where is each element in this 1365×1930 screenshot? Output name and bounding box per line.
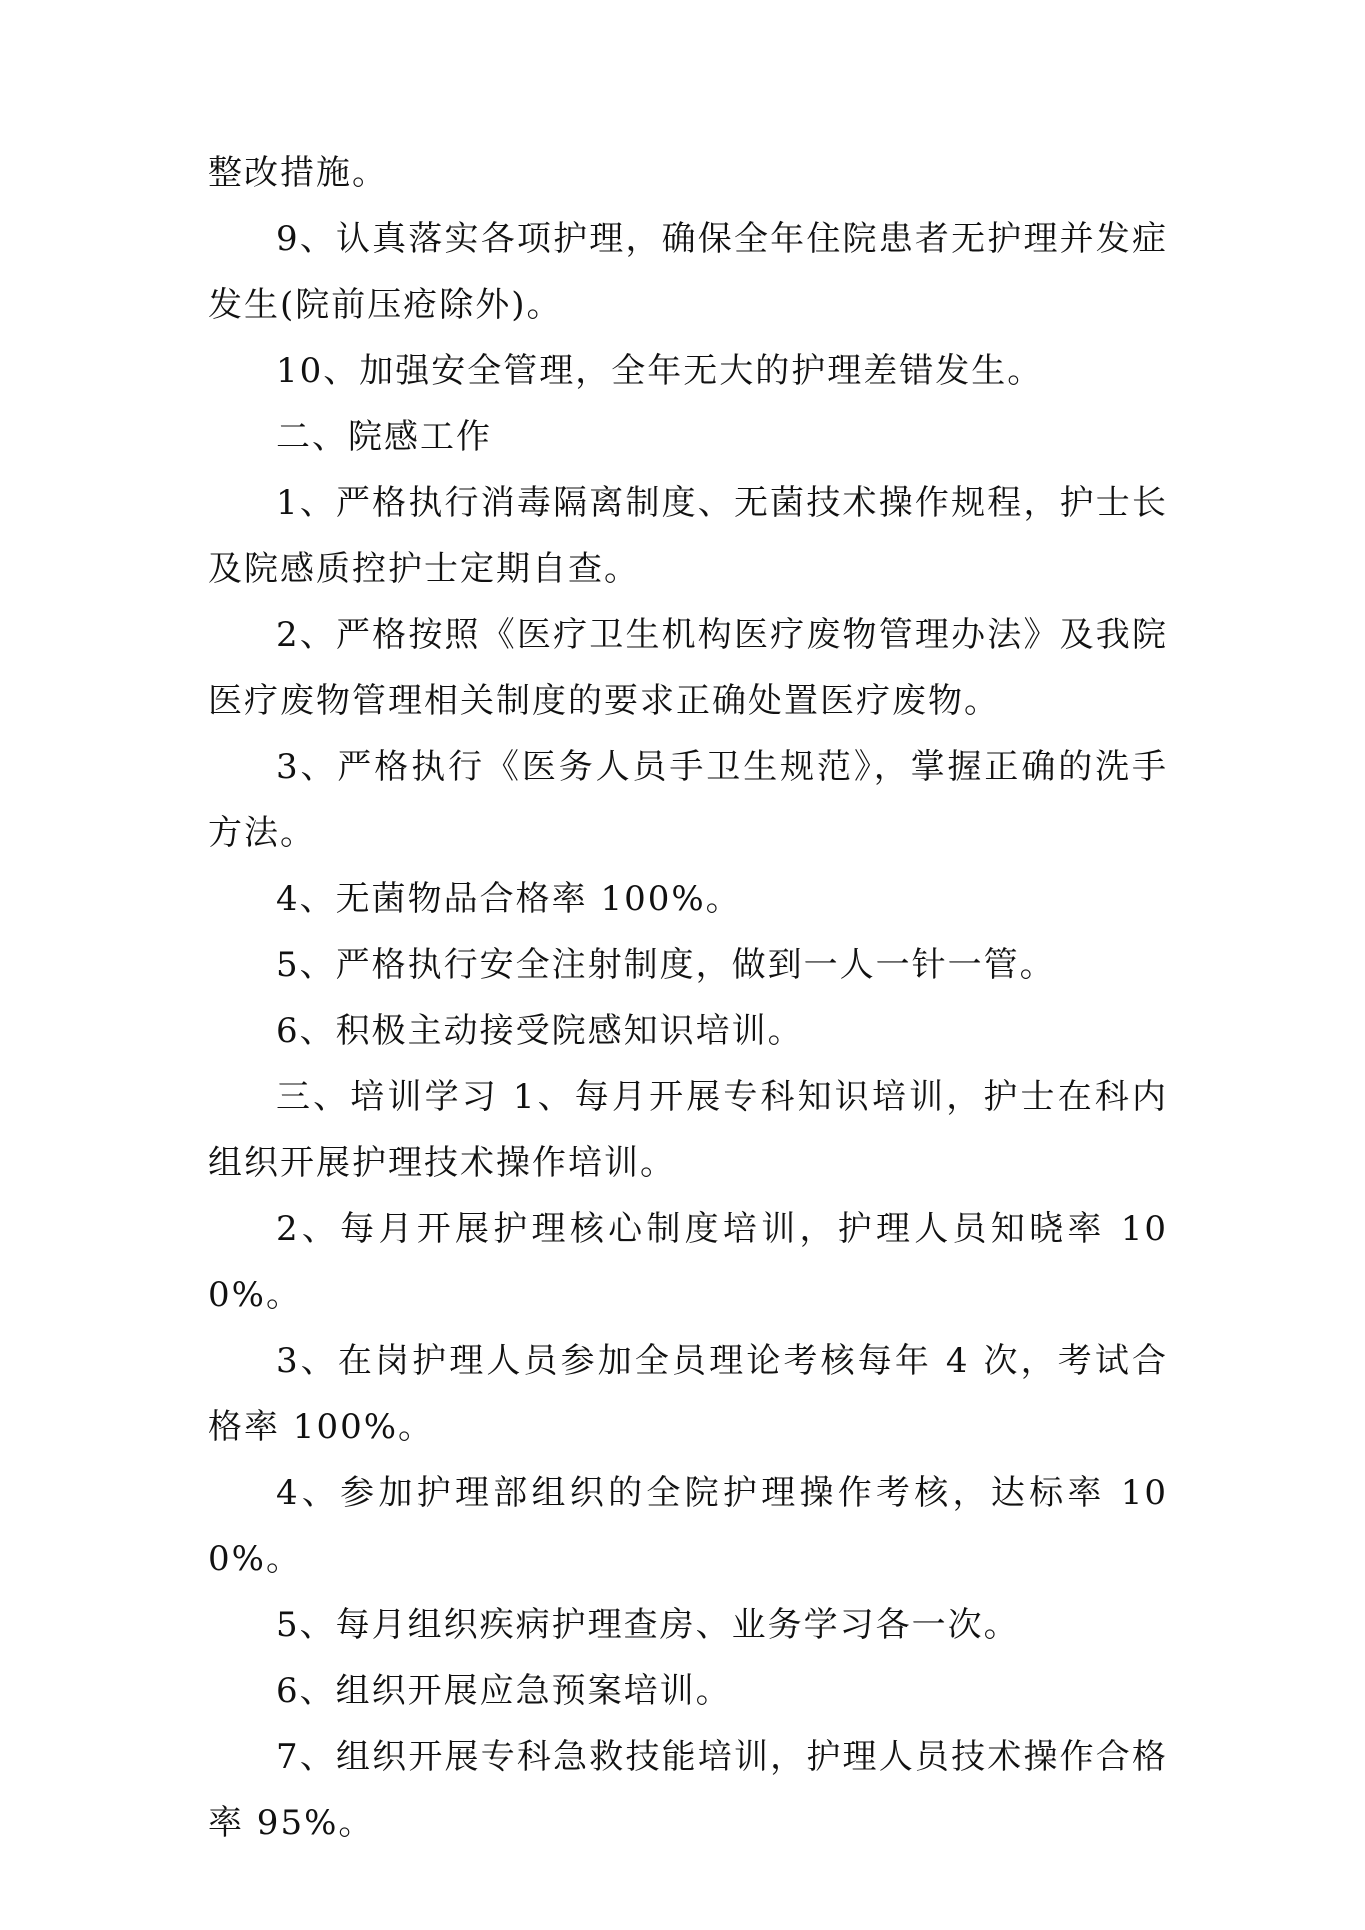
paragraph-infection-5: 5、严格执行安全注射制度，做到一人一针一管。 <box>276 945 1056 985</box>
paragraph-training-4: 4、参加护理部组织的全院护理操作考核，达标率 100%。 <box>208 1473 1168 1579</box>
paragraph-training-3: 3、在岗护理人员参加全员理论考核每年 4 次，考试合格率 100%。 <box>208 1341 1168 1447</box>
document-body <box>208 140 1168 1856</box>
paragraph-infection-1: 1、严格执行消毒隔离制度、无菌技术操作规程，护士长及院感质控护士定期自查。 <box>208 483 1168 589</box>
paragraph-training-7: 7、组织开展专科急救技能培训，护理人员技术操作合格率 95%。 <box>208 1737 1168 1843</box>
paragraph-item-9: 9、认真落实各项护理，确保全年住院患者无护理并发症发生(院前压疮除外)。 <box>208 219 1168 325</box>
paragraph-infection-3: 3、严格执行《医务人员手卫生规范》，掌握正确的洗手方法。 <box>208 747 1168 853</box>
paragraph-training-6: 6、组织开展应急预案培训。 <box>276 1671 732 1711</box>
paragraph-training-5: 5、每月组织疾病护理查房、业务学习各一次。 <box>276 1605 1020 1645</box>
section-heading-training: 三、培训学习 1、每月开展专科知识培训，护士在科内组织开展护理技术操作培训。 <box>208 1077 1168 1183</box>
paragraph-training-2: 2、每月开展护理核心制度培训，护理人员知晓率 100%。 <box>208 1209 1168 1315</box>
section-heading-infection-control: 二、院感工作 <box>276 417 492 457</box>
paragraph-continuation: 整改措施。 <box>208 153 388 193</box>
paragraph-infection-6: 6、积极主动接受院感知识培训。 <box>276 1011 804 1051</box>
paragraph-infection-2: 2、严格按照《医疗卫生机构医疗废物管理办法》及我院医疗废物管理相关制度的要求正确处置医疗废物。 <box>208 615 1168 721</box>
paragraph-item-10: 10、加强安全管理，全年无大的护理差错发生。 <box>276 351 1044 391</box>
paragraph-infection-4: 4、无菌物品合格率 100%。 <box>276 879 742 919</box>
